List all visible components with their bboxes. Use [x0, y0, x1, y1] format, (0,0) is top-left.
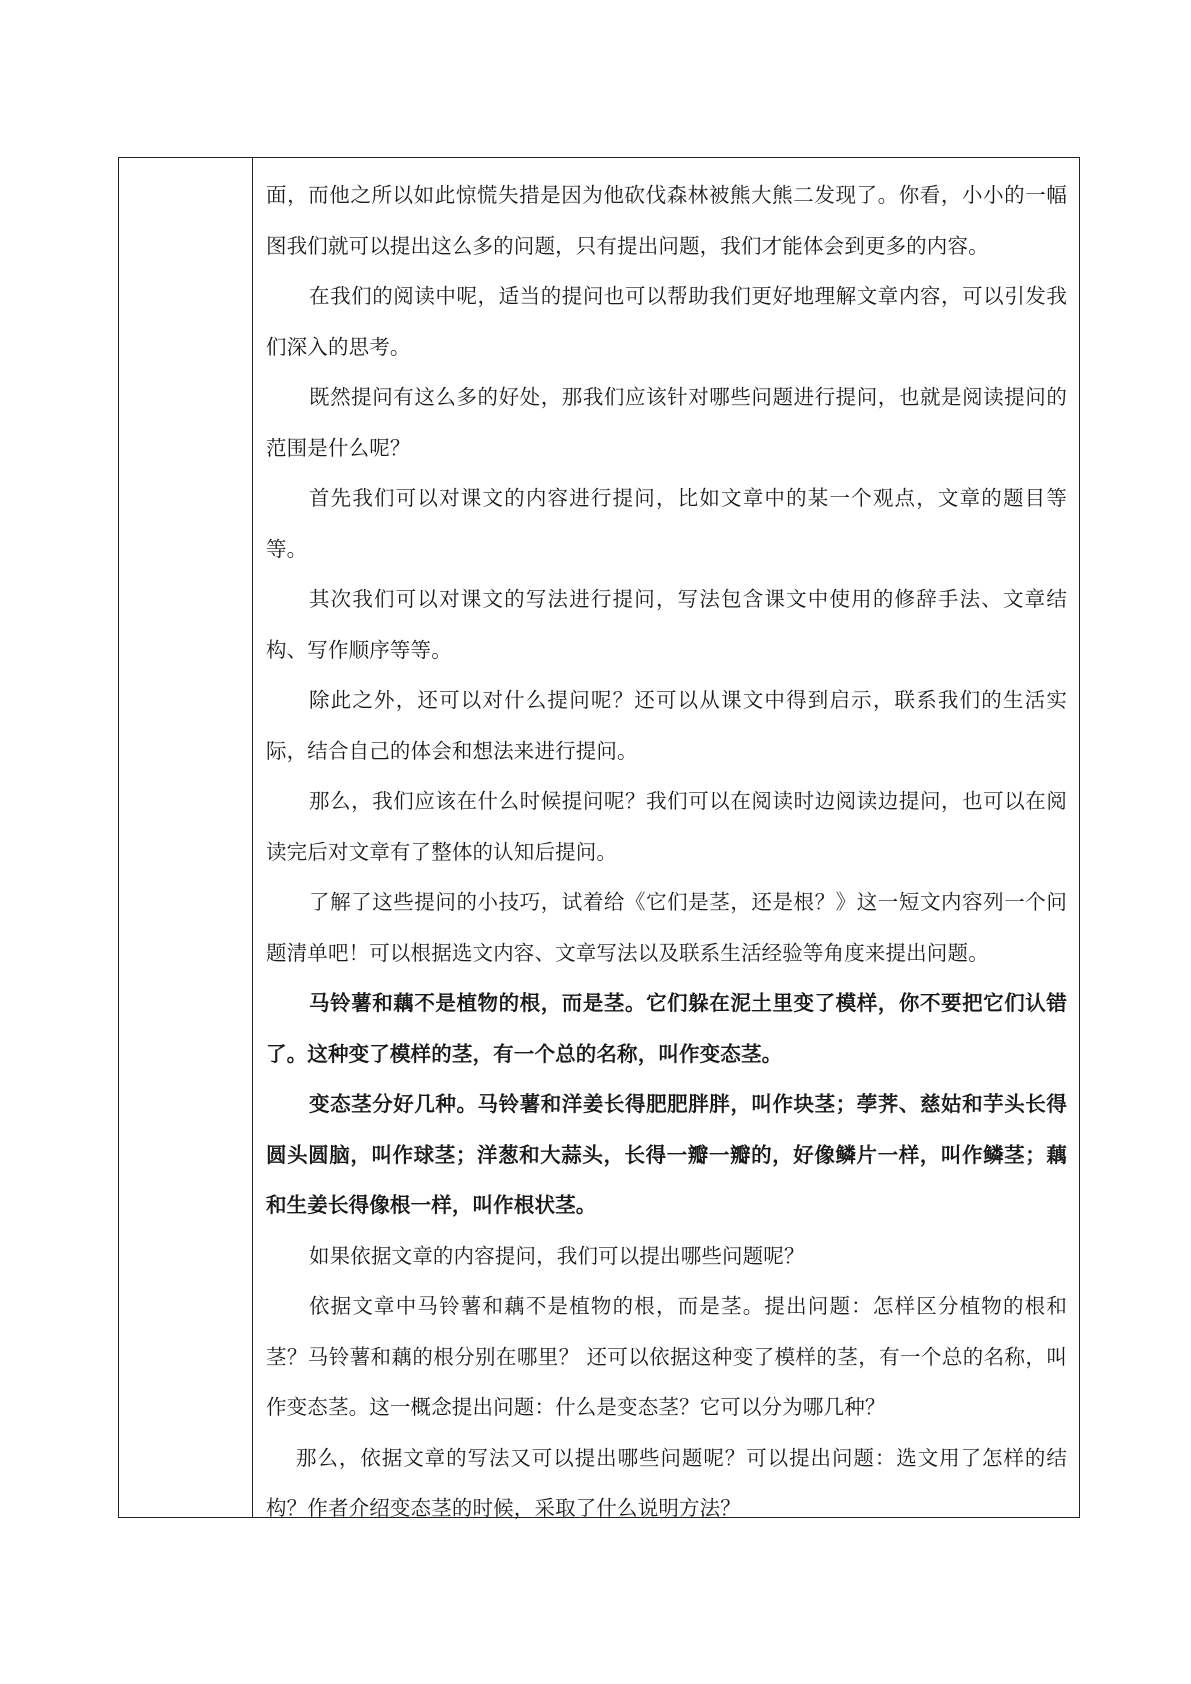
paragraph-reading-questions: 在我们的阅读中呢，适当的提问也可以帮助我们更好地理解文章内容，可以引发我们深入的思考。	[266, 284, 1067, 359]
table-left-cell	[119, 158, 253, 1517]
paragraph-content-questions: 首先我们可以对课文的内容进行提问，比如文章中的某一个观点，文章的题目等等。	[266, 486, 1067, 561]
paragraph-question-list-task: 了解了这些提问的小技巧，试着给《它们是茎，还是根？》这一短文内容列一个问题清单吧！可以根据选文内容、文章写法以及联系生活经验等角度来提出问题。	[266, 890, 1067, 965]
paragraph-writing-based-questions: 那么，依据文章的写法又可以提出哪些问题呢？可以提出问题：选文用了怎样的结构？作者介绍变态茎的时候，采取了什么说明方法？	[266, 1445, 1067, 1520]
paragraph-content-based-answers: 依据文章中马铃薯和藕不是植物的根，而是茎。提出问题：怎样区分植物的根和茎？马铃薯和藕的根分别在哪里？ 还可以依据这种变了模样的茎，有一个总的名称，叫作变态茎。这一概念提出问题：什么是变态茎？它可以分为哪几种？	[266, 1294, 1067, 1419]
paragraph-writing-questions: 其次我们可以对课文的写法进行提问，写法包含课文中使用的修辞手法、文章结构、写作顺序等等。	[266, 587, 1067, 662]
paragraph-question-scope: 既然提问有这么多的好处，那我们应该针对哪些问题进行提问，也就是阅读提问的范围是什么呢？	[266, 385, 1067, 460]
excerpt-paragraph-2: 变态茎分好几种。马铃薯和洋姜长得肥肥胖胖，叫作块茎；荸荠、慈姑和芋头长得圆头圆脑，叫作球茎；洋葱和大蒜头，长得一瓣一瓣的，好像鳞片一样，叫作鳞茎；藕和生姜长得像根一样，叫作根状茎。	[266, 1092, 1067, 1217]
paragraph-content-based-question: 如果依据文章的内容提问，我们可以提出哪些问题呢？	[309, 1243, 805, 1268]
paragraph-when-to-ask: 那么，我们应该在什么时候提问呢？我们可以在阅读时边阅读边提问，也可以在阅读完后对文章有了整体的认知后提问。	[266, 789, 1067, 864]
paragraph-life-questions: 除此之外，还可以对什么提问呢？还可以从课文中得到启示，联系我们的生活实际，结合自己的体会和想法来进行提问。	[266, 688, 1067, 763]
lesson-table	[118, 157, 1080, 1518]
excerpt-paragraph-1: 马铃薯和藕不是植物的根，而是茎。它们躲在泥土里变了模样，你不要把它们认错了。这种变了模样的茎，有一个总的名称，叫作变态茎。	[266, 991, 1067, 1066]
table-content-cell	[253, 158, 1079, 1520]
paragraph-picture-questions: 面，而他之所以如此惊慌失措是因为他砍伐森林被熊大熊二发现了。你看，小小的一幅图我们就可以提出这么多的问题，只有提出问题，我们才能体会到更多的内容。	[266, 183, 1067, 258]
